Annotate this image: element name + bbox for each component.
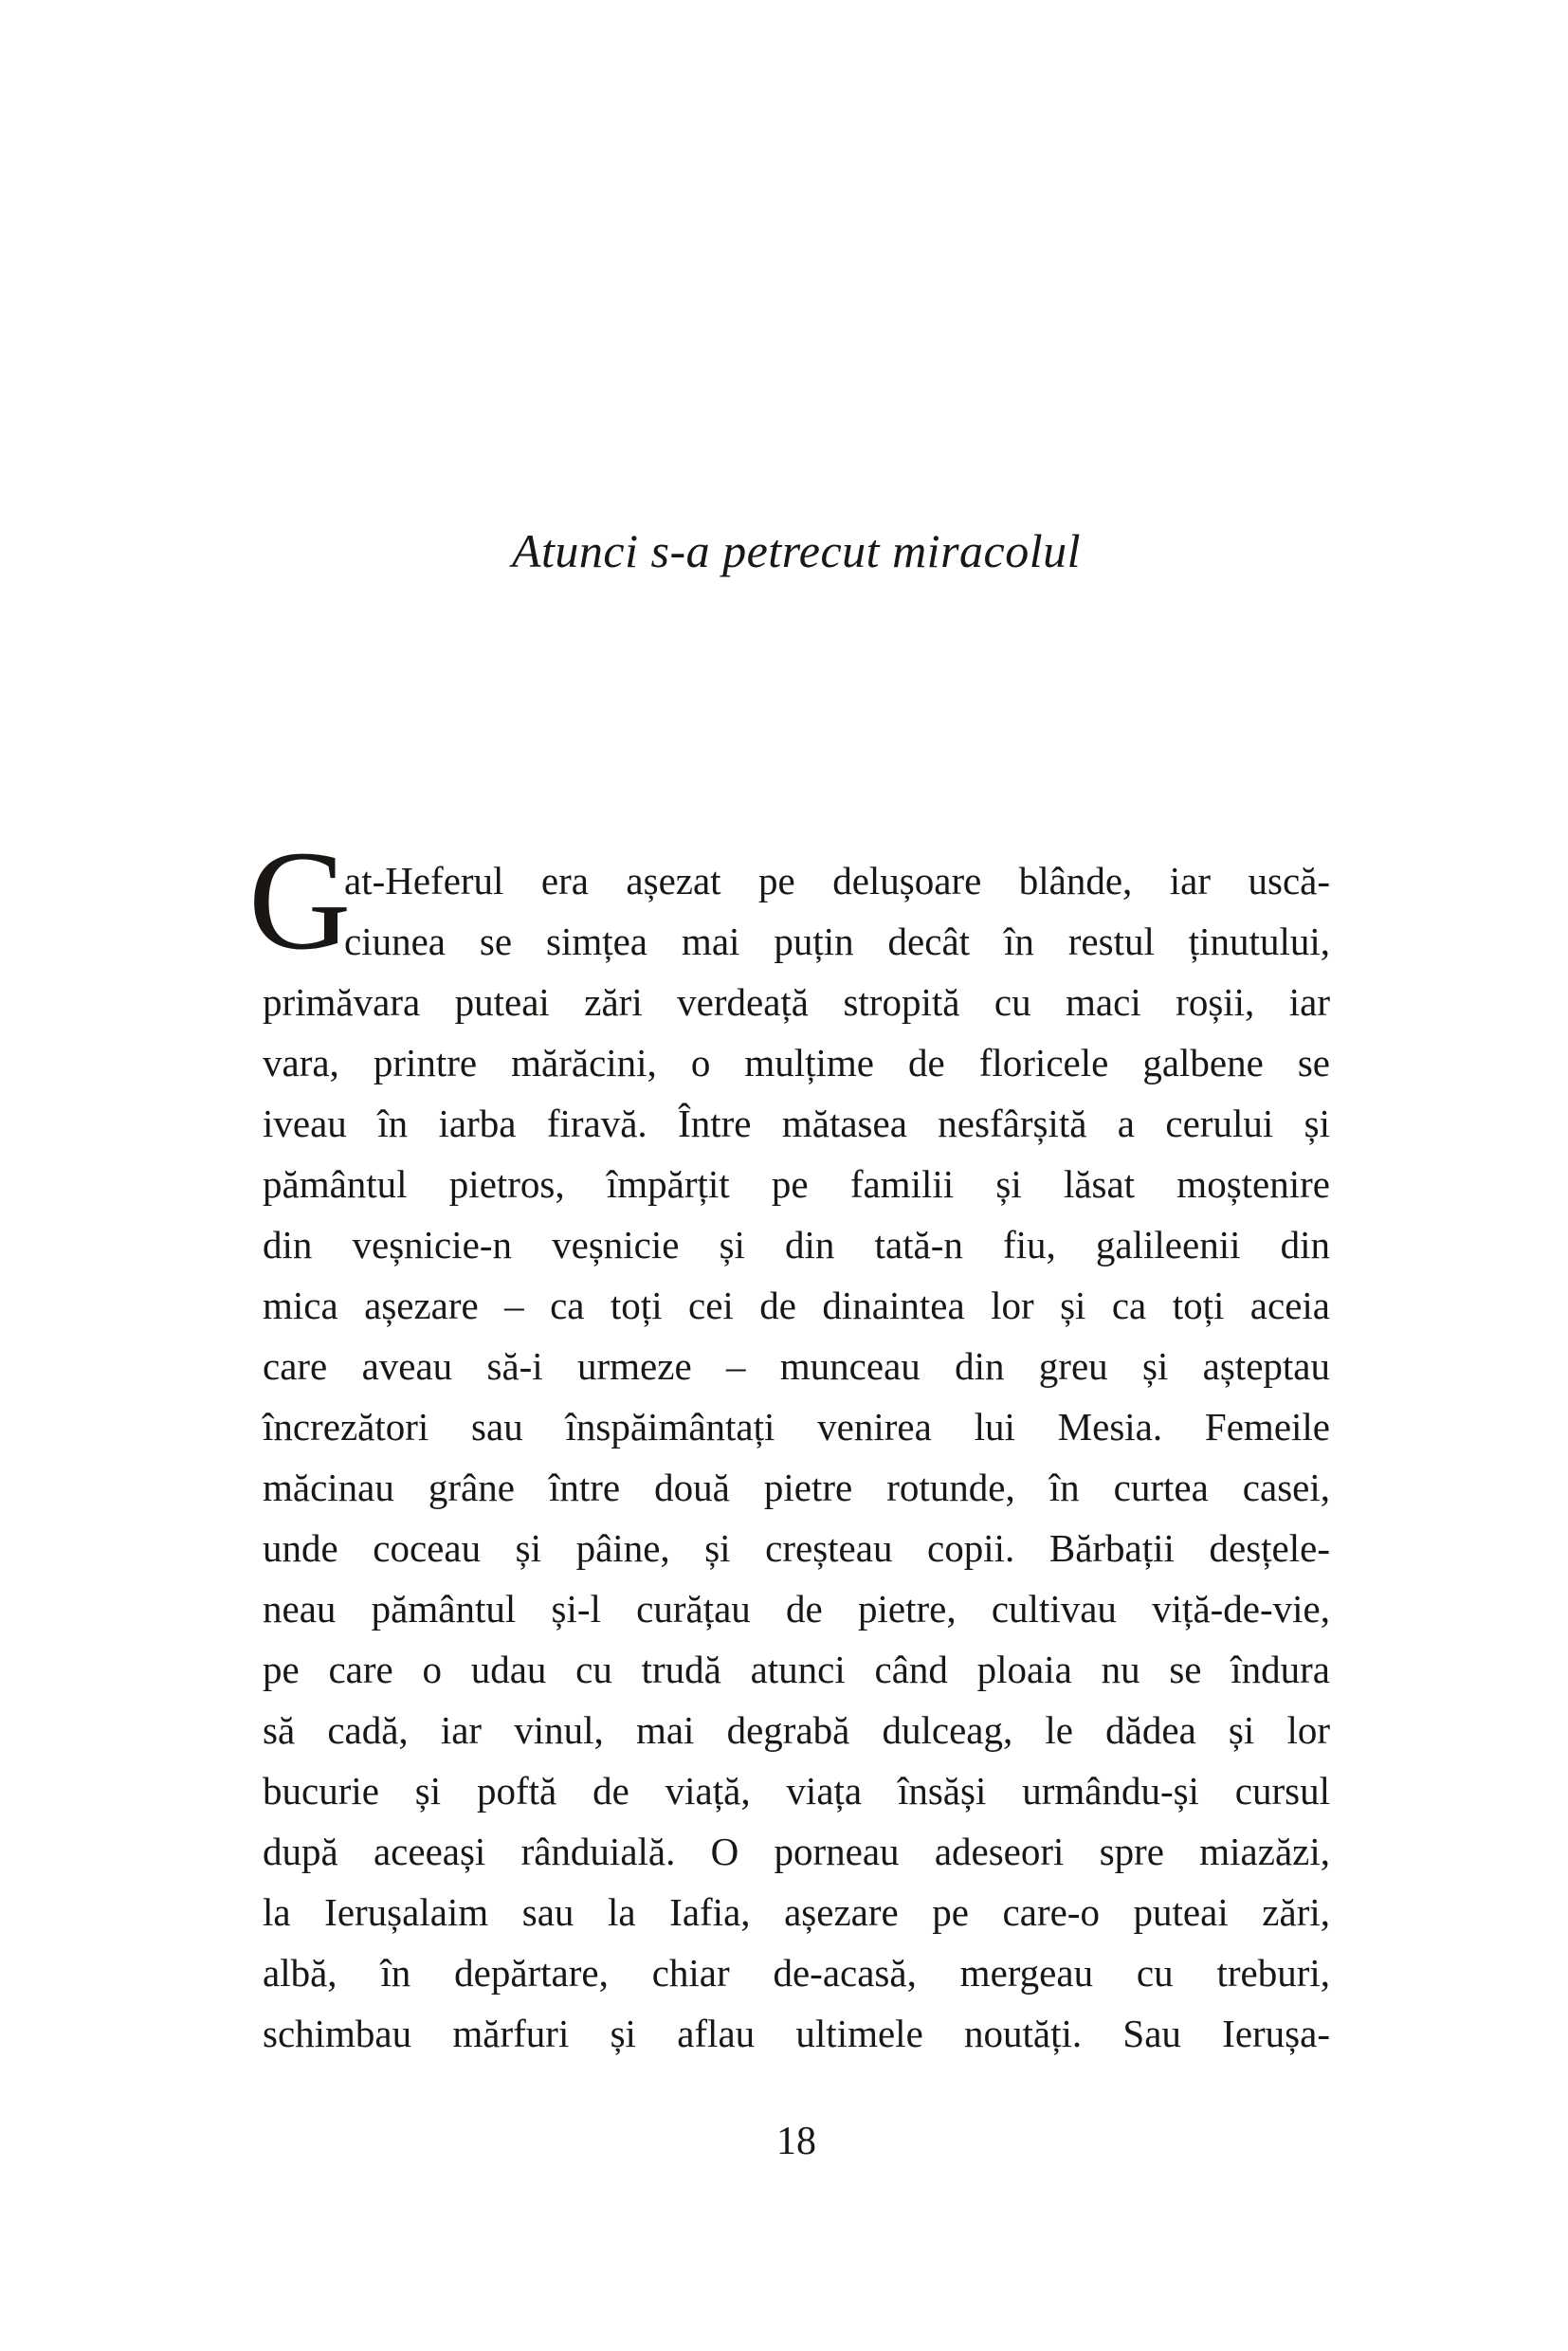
text-line: at-Heferul era așezat pe delușoare blânde, iar uscă-	[344, 859, 1330, 902]
text-line: unde coceau și pâine, și creșteau copii. Bărbații desțele-	[263, 1526, 1330, 1570]
text-line: pământul pietros, împărțit pe familii și lăsat moștenire	[263, 1162, 1330, 1206]
text-line: iveau în iarba firavă. Între mătasea nesfârșită a cerului și	[263, 1102, 1330, 1145]
paragraph	[248, 822, 1330, 2064]
page-number: 18	[776, 2120, 816, 2163]
text-line: să cadă, iar vinul, mai degrabă dulceag, le dădea și lor	[263, 1708, 1330, 1752]
text-line: pe care o udau cu trudă atunci când ploaia nu se îndura	[263, 1648, 1330, 1691]
text-line: neau pământul și-l curățau de pietre, cultivau viță-de-vie,	[263, 1587, 1330, 1631]
text-line: care aveau să-i urmeze – munceau din greu și așteptau	[263, 1344, 1330, 1388]
text-line: bucurie și poftă de viață, viața însăși urmându-și cursul	[263, 1769, 1330, 1813]
text-line: din veșnicie-n veșnicie și din tată-n fiu, galileenii din	[263, 1223, 1330, 1267]
text-line: măcinau grâne între două pietre rotunde, în curtea casei,	[263, 1466, 1330, 1509]
text-line: după aceeași rânduială. O porneau adeseori spre miazăzi,	[263, 1830, 1330, 1873]
text-line: albă, în depărtare, chiar de-acasă, mergeau cu treburi,	[263, 1951, 1330, 1995]
text-line: la Ierușalaim sau la Iafia, așezare pe care-o puteai zări,	[263, 1890, 1330, 1934]
drop-cap: G	[248, 822, 352, 979]
text-line: ciunea se simțea mai puțin decât în restul ținutului,	[344, 920, 1330, 963]
chapter-title: Atunci s-a petrecut miracolul	[511, 524, 1082, 577]
text-line: mica așezare – ca toți cei de dinaintea lor și ca toți aceia	[263, 1284, 1330, 1327]
text-line: primăvara puteai zări verdeață stropită cu maci roșii, iar	[263, 980, 1330, 1024]
text-line: schimbau mărfuri și aflau ultimele noutăți. Sau Ierușa-	[263, 2012, 1330, 2055]
text-line: vara, printre mărăcini, o mulțime de floricele galbene se	[263, 1041, 1330, 1084]
text-line: încrezători sau înspăimântați venirea lui Mesia. Femeile	[263, 1405, 1330, 1449]
